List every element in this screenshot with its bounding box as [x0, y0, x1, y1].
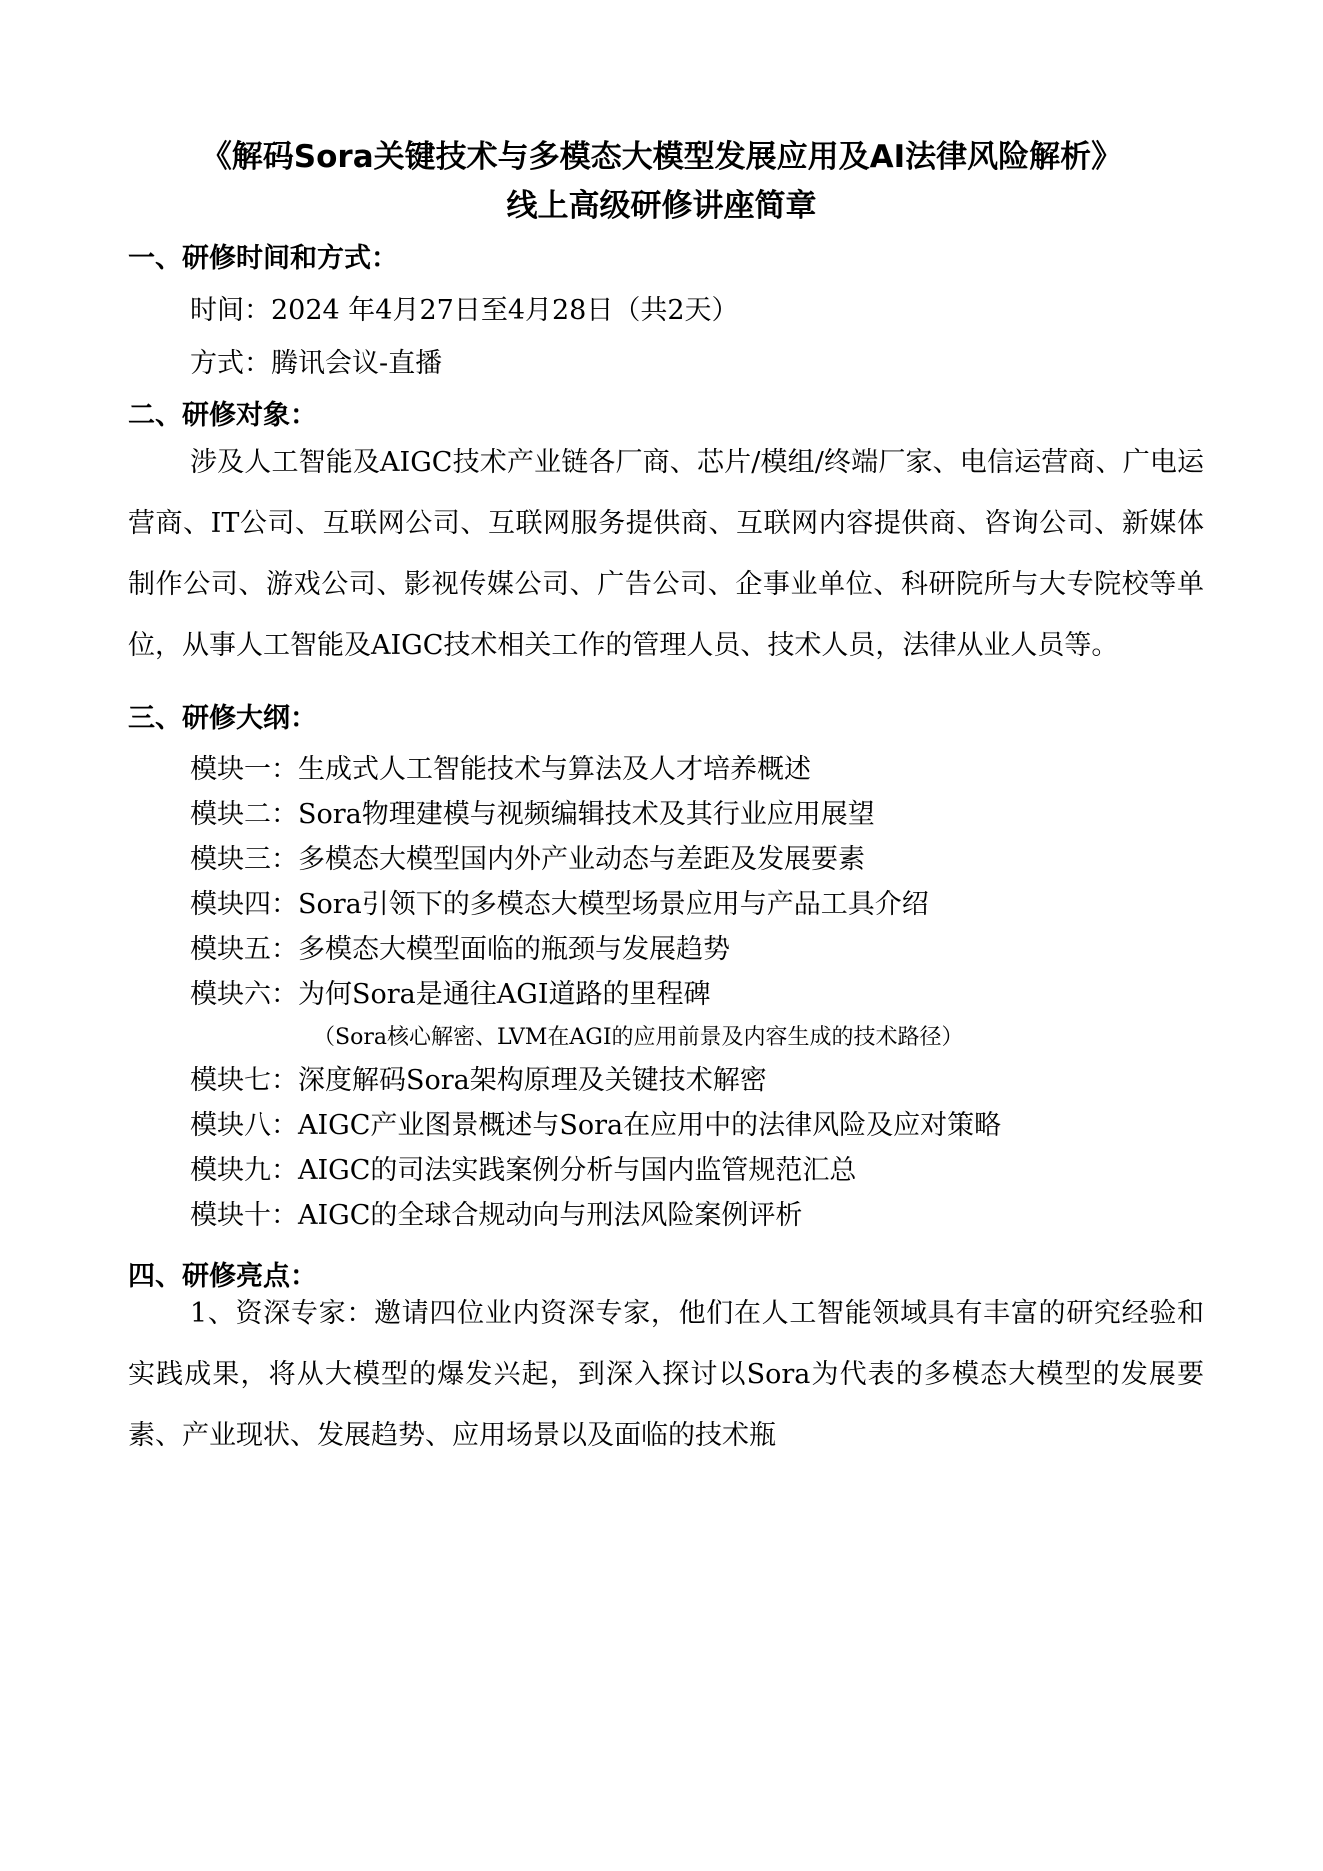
- outline-module-3: 模块三：多模态大模型国内外产业动态与差距及发展要素: [190, 844, 865, 875]
- outline-module-6: 模块六：为何Sora是通往AGI道路的里程碑: [190, 979, 711, 1010]
- document-subtitle: 线上高级研修讲座简章: [506, 188, 817, 224]
- schedule-method: 方式：腾讯会议-直播: [190, 348, 443, 379]
- section-heading-outline: 三、研修大纲：: [128, 703, 317, 734]
- audience-paragraph: 涉及人工智能及AIGC技术产业链各厂商、芯片/模组/终端厂家、电信运营商、广电运营商、IT公司、互联网公司、互联网服务提供商、互联网内容提供商、咨询公司、新媒体制作公司、游戏公司、影视传媒公司、广告公司、企事业单位、科研院所与大专院校等单位，从事人工智能及AIGC技术相关工作的管理人员、技术人员，法律从业人员等。: [128, 447, 1204, 661]
- outline-module-8: 模块八：AIGC产业图景概述与Sora在应用中的法律风险及应对策略: [190, 1110, 1002, 1141]
- outline-module-7: 模块七：深度解码Sora架构原理及关键技术解密: [190, 1065, 767, 1096]
- outline-module-6-note: （Sora核心解密、LVM在AGI的应用前景及内容生成的技术路径）: [313, 1025, 964, 1050]
- outline-module-9: 模块九：AIGC的司法实践案例分析与国内监管规范汇总: [190, 1155, 857, 1186]
- section-heading-schedule: 一、研修时间和方式：: [128, 243, 398, 274]
- schedule-time: 时间：2024 年4月27日至4月28日（共2天）: [190, 295, 739, 326]
- outline-module-10: 模块十：AIGC的全球合规动向与刑法风险案例评析: [190, 1200, 803, 1231]
- document-title: 《解码Sora关键技术与多模态大模型发展应用及AI法律风险解析》: [200, 139, 1123, 175]
- outline-module-2: 模块二：Sora物理建模与视频编辑技术及其行业应用展望: [190, 799, 875, 830]
- highlights-paragraph: 1、资深专家：邀请四位业内资深专家，他们在人工智能领域具有丰富的研究经验和实践成果，将从大模型的爆发兴起，到深入探讨以Sora为代表的多模态大模型的发展要素、产业现状、发展趋势、应用场景以及面临的技术瓶: [128, 1298, 1204, 1451]
- outline-module-5: 模块五：多模态大模型面临的瓶颈与发展趋势: [190, 934, 730, 965]
- outline-module-4: 模块四：Sora引领下的多模态大模型场景应用与产品工具介绍: [190, 889, 929, 920]
- outline-module-1: 模块一：生成式人工智能技术与算法及人才培养概述: [190, 754, 811, 785]
- section-heading-audience: 二、研修对象：: [128, 400, 317, 431]
- section-heading-highlights: 四、研修亮点：: [128, 1261, 317, 1292]
